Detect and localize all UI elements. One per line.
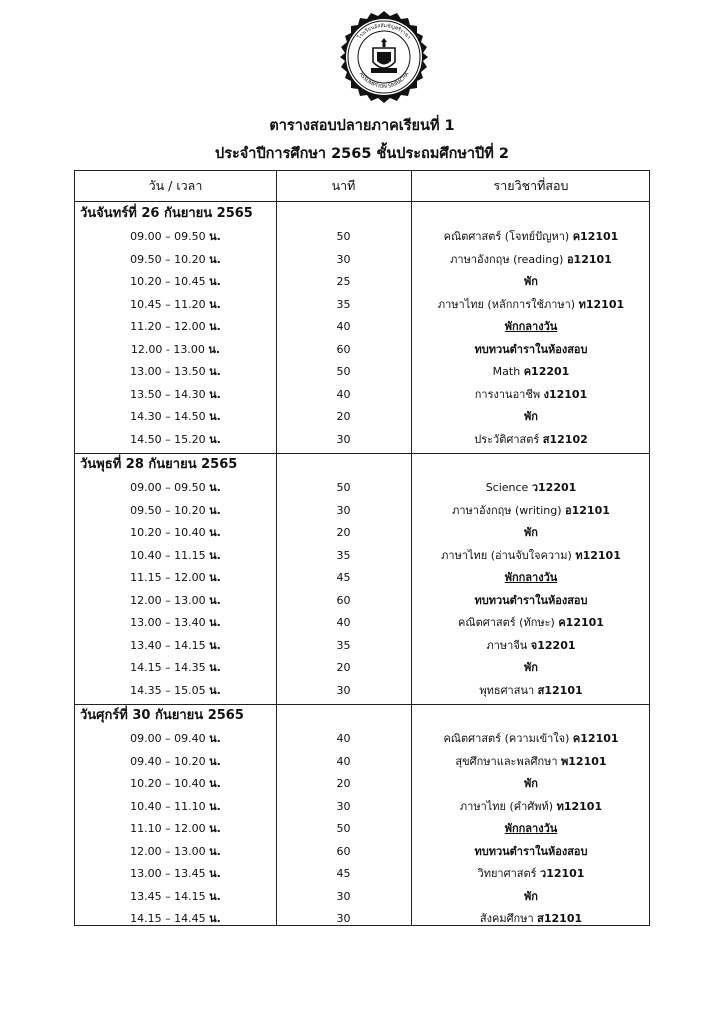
subject-name: ภาษาอังกฤษ (writing)	[452, 503, 562, 517]
minutes-cell: 30	[336, 252, 351, 266]
minutes-cell: 50	[336, 230, 351, 243]
time-range: 09.40 – 10.20	[130, 754, 206, 768]
time-cell	[75, 908, 276, 929]
time-cell	[75, 863, 276, 884]
subject-cell	[411, 316, 651, 337]
subject-name: Math	[492, 365, 521, 378]
subject-cell	[411, 384, 651, 405]
subject-code: ส12101	[537, 683, 583, 697]
time-unit: น.	[209, 822, 221, 835]
time-range: 09.50 – 10.20	[130, 503, 206, 517]
table-row	[75, 567, 649, 588]
subject-cell	[411, 863, 651, 884]
subject-code: ส12101	[537, 912, 583, 925]
table-row	[75, 316, 649, 337]
minutes-cell: 20	[336, 777, 351, 790]
minutes-cell: 35	[336, 297, 351, 311]
table-row	[75, 339, 649, 360]
subject-name: คณิตศาสตร์ (ทักษะ)	[458, 616, 555, 629]
subject-name: ภาษาไทย (หลักการใช้ภาษา)	[437, 297, 576, 311]
time-unit: น.	[209, 320, 221, 333]
time-unit: น.	[209, 754, 221, 768]
time-cell	[75, 406, 276, 427]
time-cell	[75, 294, 276, 315]
subject-cell	[411, 841, 651, 862]
time-unit: น.	[209, 732, 221, 745]
subject-cell	[411, 429, 651, 450]
table-row	[75, 545, 649, 566]
break-label: พัก	[524, 410, 538, 423]
table-row	[75, 796, 649, 817]
time-unit: น.	[209, 365, 221, 378]
break-label: ทบทวนตำราในห้องสอบ	[474, 342, 588, 356]
subject-name: สังคมศึกษา	[479, 912, 534, 925]
time-cell	[75, 841, 276, 862]
time-range: 11.20 – 12.00	[130, 320, 206, 333]
time-unit: น.	[209, 481, 221, 494]
lunch-break-label: พักกลางวัน	[504, 822, 558, 835]
subject-name: ภาษาอังกฤษ (reading)	[450, 252, 564, 266]
minutes-cell: 50	[336, 481, 351, 494]
subject-code: พ12101	[561, 754, 607, 768]
minutes-cell: 60	[336, 593, 351, 607]
time-unit: น.	[208, 342, 221, 356]
time-range: 13.45 – 14.15	[130, 889, 206, 903]
table-row	[75, 773, 649, 794]
subject-code: ท12101	[578, 297, 625, 311]
time-range: 10.40 – 11.15	[130, 548, 206, 562]
school-seal-icon	[337, 10, 431, 104]
time-range: 12.00 – 13.00	[130, 844, 206, 858]
subject-cell	[411, 908, 651, 929]
minutes-cell: 20	[336, 526, 351, 539]
break-label: ทบทวนตำราในห้องสอบ	[474, 593, 588, 607]
time-range: 09.00 – 09.50	[130, 481, 206, 494]
time-cell	[75, 522, 276, 543]
time-cell	[75, 271, 276, 292]
table-row	[75, 271, 649, 292]
time-cell	[75, 818, 276, 839]
table-row	[75, 908, 649, 929]
table-row	[75, 680, 649, 701]
time-cell	[75, 590, 276, 611]
break-label: พัก	[524, 777, 538, 790]
lunch-break-label: พักกลางวัน	[504, 571, 558, 584]
table-row	[75, 590, 649, 611]
time-unit: น.	[209, 297, 221, 311]
subject-code: ค12101	[572, 230, 619, 243]
time-unit: น.	[209, 593, 221, 607]
time-range: 13.50 – 14.30	[130, 387, 206, 401]
minutes-cell: 20	[336, 661, 351, 674]
subject-cell	[411, 635, 651, 656]
time-range: 14.35 – 15.05	[130, 683, 206, 697]
time-cell	[75, 429, 276, 450]
time-unit: น.	[209, 844, 221, 858]
minutes-cell: 35	[336, 548, 351, 562]
subject-cell	[411, 477, 651, 498]
break-label: พัก	[524, 661, 538, 674]
time-range: 10.20 – 10.45	[130, 275, 206, 288]
subject-code: ค12101	[572, 732, 619, 745]
exam-schedule-table	[74, 170, 650, 926]
subject-cell	[411, 773, 651, 794]
seal-text-top: โรงเรียนอัสสัมชัญศรีราชา	[356, 22, 412, 41]
table-row	[75, 384, 649, 405]
table-row	[75, 522, 649, 543]
time-range: 10.20 – 10.40	[130, 777, 206, 790]
minutes-cell: 30	[336, 799, 351, 813]
time-unit: น.	[209, 252, 221, 266]
table-row	[75, 635, 649, 656]
table-row	[75, 886, 649, 907]
subject-name: คณิตศาสตร์ (โจทย์ปัญหา)	[443, 230, 570, 243]
subject-cell	[411, 751, 651, 772]
minutes-cell: 25	[336, 275, 351, 288]
minutes-cell: 30	[336, 683, 351, 697]
subject-cell	[411, 294, 651, 315]
exam-title: ตารางสอบปลายภาคเรียนที่ 1	[269, 118, 455, 134]
subject-cell	[411, 728, 651, 749]
time-cell	[75, 680, 276, 701]
subject-code: ท12101	[556, 799, 603, 813]
time-unit: น.	[209, 503, 221, 517]
subject-name: สุขศึกษาและพลศึกษา	[455, 754, 558, 768]
time-unit: น.	[209, 387, 221, 401]
time-unit: น.	[209, 571, 221, 584]
subject-code: จ12201	[530, 638, 576, 652]
minutes-cell: 50	[336, 822, 351, 835]
time-cell	[75, 728, 276, 749]
minutes-cell: 30	[336, 503, 351, 517]
time-cell	[75, 796, 276, 817]
subject-cell	[411, 406, 651, 427]
day-divider	[75, 704, 649, 705]
minutes-cell: 40	[336, 754, 351, 768]
table-row	[75, 226, 649, 247]
subject-cell	[411, 226, 651, 247]
time-cell	[75, 612, 276, 633]
subject-cell	[411, 680, 651, 701]
subject-cell	[411, 500, 651, 521]
day-heading: วันจันทร์ที่ 26 กันยายน 2565	[80, 206, 253, 221]
minutes-cell: 60	[336, 342, 351, 356]
time-cell	[75, 500, 276, 521]
subject-name: การงานอาชีพ	[474, 387, 541, 401]
time-unit: น.	[209, 616, 221, 629]
table-row	[75, 249, 649, 270]
minutes-cell: 50	[336, 365, 351, 378]
minutes-cell: 40	[336, 616, 351, 629]
time-unit: น.	[209, 432, 221, 446]
time-cell	[75, 249, 276, 270]
minutes-cell: 40	[336, 387, 351, 401]
subject-name: ภาษาจีน	[486, 638, 528, 652]
minutes-cell: 60	[336, 844, 351, 858]
table-row	[75, 361, 649, 382]
time-range: 12.00 – 13.00	[130, 593, 206, 607]
subject-code: ค12101	[558, 616, 604, 629]
time-range: 14.15 – 14.35	[130, 661, 206, 674]
subject-name: ประวัติศาสตร์	[474, 432, 540, 446]
header-minutes: นาที	[331, 178, 356, 193]
subject-name: ภาษาไทย (คำศัพท์)	[459, 799, 554, 813]
break-label: ทบทวนตำราในห้องสอบ	[474, 844, 588, 858]
subject-code: ท12101	[575, 548, 621, 562]
subject-cell	[411, 249, 651, 270]
time-range: 10.20 – 10.40	[130, 526, 206, 539]
minutes-cell: 30	[336, 432, 351, 446]
minutes-cell: 30	[336, 912, 351, 925]
subject-code: อ12101	[566, 252, 612, 266]
break-label: พัก	[524, 526, 538, 539]
time-range: 13.00 – 13.40	[130, 616, 206, 629]
time-range: 13.00 – 13.50	[130, 365, 206, 378]
break-label: พัก	[524, 275, 538, 288]
table-row	[75, 728, 649, 749]
subject-name: ภาษาไทย (อ่านจับใจความ)	[441, 548, 572, 562]
time-cell	[75, 316, 276, 337]
table-row	[75, 477, 649, 498]
time-unit: น.	[209, 799, 221, 813]
time-range: 09.00 – 09.40	[130, 732, 206, 745]
time-unit: น.	[209, 548, 221, 562]
header-time: วัน / เวลา	[148, 178, 203, 193]
time-cell	[75, 751, 276, 772]
time-cell	[75, 886, 276, 907]
time-range: 13.00 – 13.45	[130, 867, 206, 880]
time-unit: น.	[209, 275, 221, 288]
table-row	[75, 406, 649, 427]
subject-name: พุทธศาสนา	[479, 683, 535, 697]
time-cell	[75, 773, 276, 794]
table-row	[75, 751, 649, 772]
day-heading: วันพุธที่ 28 กันยายน 2565	[80, 457, 238, 472]
subject-cell	[411, 545, 651, 566]
day-divider	[75, 453, 649, 454]
time-cell	[75, 384, 276, 405]
day-heading: วันศุกร์ที่ 30 กันยายน 2565	[80, 708, 244, 723]
time-range: 11.15 – 12.00	[130, 571, 206, 584]
subject-cell	[411, 886, 651, 907]
time-range: 09.50 – 10.20	[130, 252, 206, 266]
subject-cell	[411, 522, 651, 543]
time-unit: น.	[209, 661, 221, 674]
subject-code: อ12101	[565, 503, 610, 517]
time-cell	[75, 545, 276, 566]
subject-name: Science	[485, 481, 529, 494]
subject-cell	[411, 361, 651, 382]
table-row	[75, 863, 649, 884]
time-unit: น.	[209, 889, 221, 903]
time-range: 10.40 – 11.10	[130, 799, 206, 813]
minutes-cell: 35	[336, 638, 351, 652]
subject-name: คณิตศาสตร์ (ความเข้าใจ)	[443, 732, 570, 745]
table-row	[75, 657, 649, 678]
time-unit: น.	[209, 867, 221, 880]
time-cell	[75, 567, 276, 588]
table-row	[75, 818, 649, 839]
minutes-cell: 30	[336, 889, 351, 903]
time-unit: น.	[209, 526, 221, 539]
subject-cell	[411, 590, 651, 611]
time-cell	[75, 635, 276, 656]
exam-subtitle: ประจำปีการศึกษา 2565 ชั้นประถมศึกษาปีที่ 2	[215, 146, 509, 162]
time-unit: น.	[209, 683, 221, 697]
time-unit: น.	[209, 230, 221, 243]
subject-cell	[411, 567, 651, 588]
time-unit: น.	[209, 638, 221, 652]
time-range: 13.40 – 14.15	[130, 638, 206, 652]
table-row	[75, 841, 649, 862]
subject-cell	[411, 657, 651, 678]
time-range: 10.45 – 11.20	[130, 297, 206, 311]
subject-cell	[411, 339, 651, 360]
time-cell	[75, 361, 276, 382]
subject-code: ค12201	[523, 365, 570, 378]
time-unit: น.	[209, 912, 221, 925]
time-cell	[75, 226, 276, 247]
minutes-cell: 40	[336, 320, 351, 333]
time-cell	[75, 477, 276, 498]
time-cell	[75, 657, 276, 678]
header-subject: รายวิชาที่สอบ	[493, 178, 569, 193]
subject-cell	[411, 612, 651, 633]
time-range: 14.30 – 14.50	[130, 410, 206, 423]
time-cell	[75, 339, 276, 360]
time-range: 14.50 – 15.20	[130, 432, 206, 446]
table-row	[75, 500, 649, 521]
time-unit: น.	[209, 777, 221, 790]
minutes-cell: 45	[336, 571, 351, 584]
subject-code: ว12201	[531, 481, 577, 494]
time-range: 09.00 – 09.50	[130, 230, 206, 243]
time-unit: น.	[209, 410, 221, 423]
table-row	[75, 429, 649, 450]
subject-code: ว12101	[540, 867, 585, 880]
table-row	[75, 294, 649, 315]
table-row	[75, 612, 649, 633]
subject-name: วิทยาศาสตร์	[477, 867, 537, 880]
subject-cell	[411, 271, 651, 292]
minutes-cell: 20	[336, 410, 351, 423]
header-divider	[75, 201, 649, 202]
subject-cell	[411, 818, 651, 839]
time-range: 11.10 – 12.00	[130, 822, 206, 835]
time-range: 14.15 – 14.45	[130, 912, 206, 925]
subject-code: ส12102	[542, 432, 588, 446]
time-range: 12.00 - 13.00	[130, 342, 205, 356]
subject-code: ง12101	[543, 387, 588, 401]
minutes-cell: 40	[336, 732, 351, 745]
minutes-cell: 45	[336, 867, 351, 880]
break-label: พัก	[524, 889, 538, 903]
seal-text-bottom: ASSUMPTION SRIRACHA	[357, 71, 411, 91]
lunch-break-label: พักกลางวัน	[504, 320, 558, 333]
subject-cell	[411, 796, 651, 817]
